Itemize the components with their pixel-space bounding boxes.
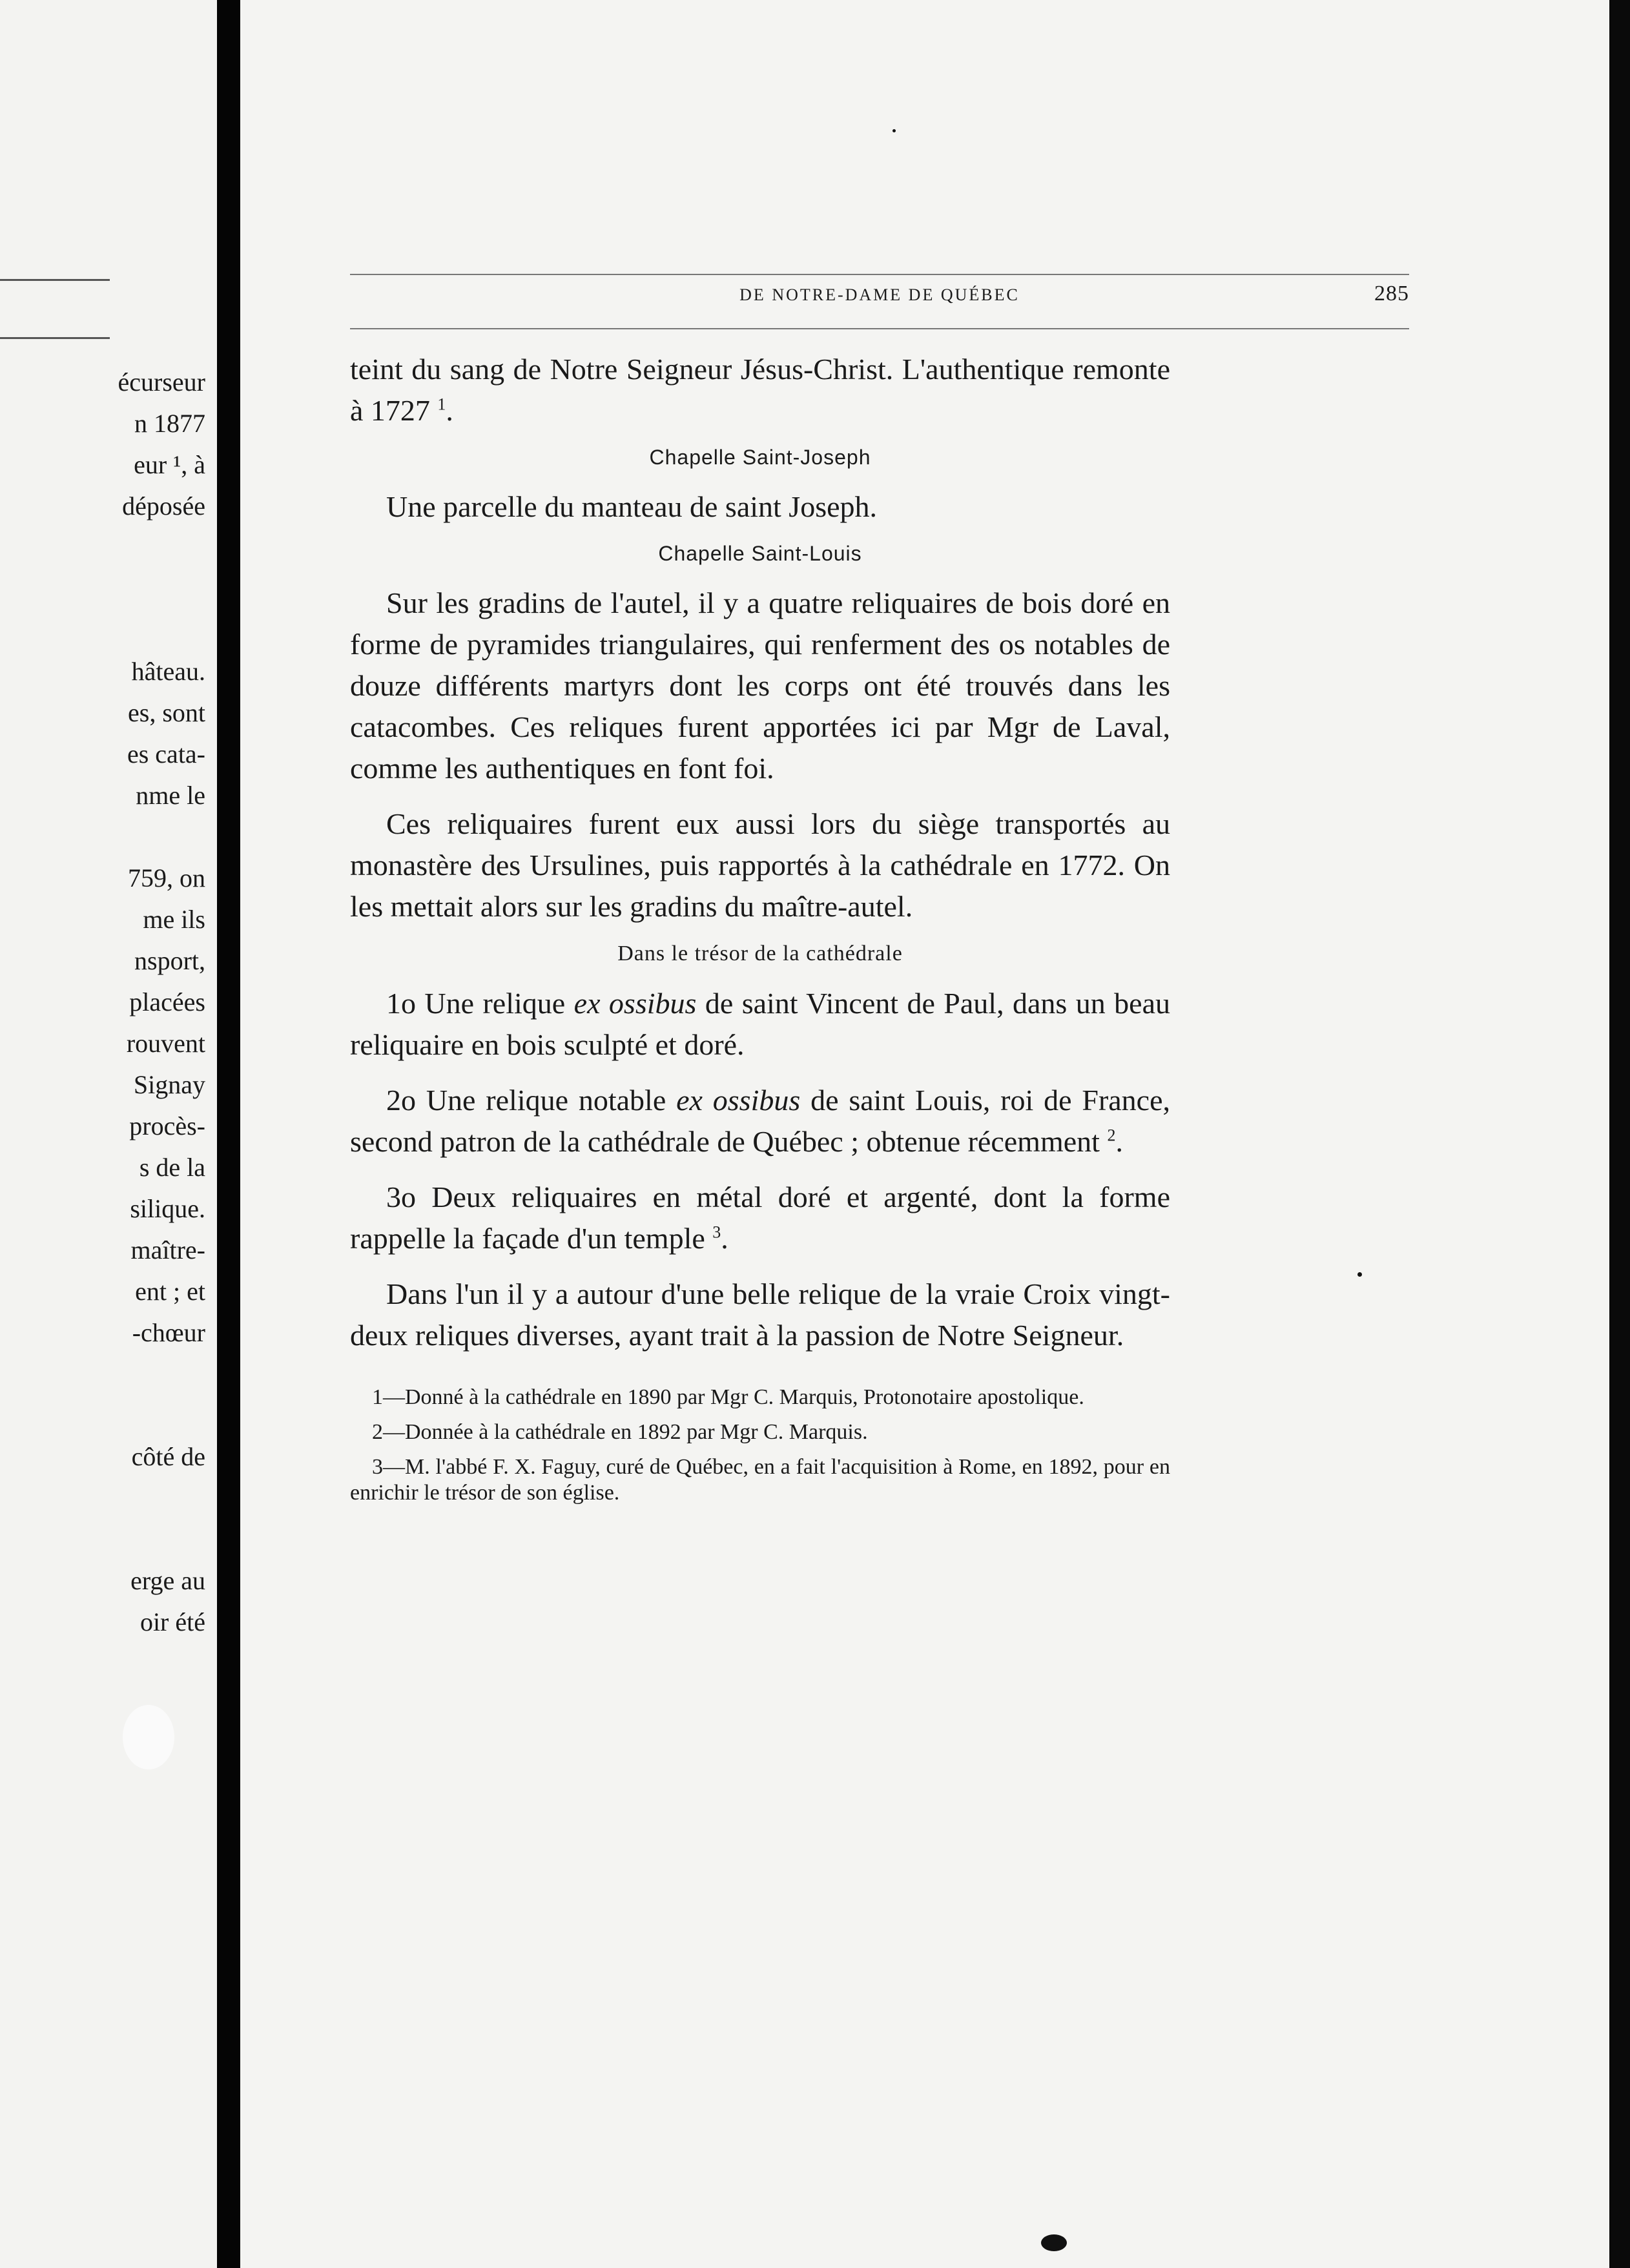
left-line: silique. bbox=[130, 1194, 205, 1223]
paragraph-end: . bbox=[721, 1222, 728, 1255]
left-line: nme le bbox=[136, 781, 205, 810]
left-line: oir été bbox=[139, 1607, 205, 1636]
paragraph-text: 2o Une relique notable bbox=[386, 1084, 666, 1117]
latin-phrase: ex ossibus bbox=[676, 1084, 801, 1117]
footnote: 1—Donné à la cathédrale en 1890 par Mgr C. Marquis, Protonotaire apostolique. bbox=[372, 1385, 1084, 1409]
left-line: côté de bbox=[131, 1442, 205, 1471]
footnote-ref: 3 bbox=[712, 1222, 721, 1242]
running-head bbox=[350, 282, 1409, 311]
paragraph bbox=[350, 1080, 1170, 1162]
ink-speck bbox=[892, 129, 896, 132]
ink-speck bbox=[1041, 2234, 1067, 2251]
left-page-rule bbox=[0, 279, 110, 281]
left-line bbox=[0, 610, 205, 651]
left-line: eur ¹, à bbox=[134, 450, 205, 479]
left-line: -chœur bbox=[132, 1318, 205, 1347]
page-number: 285 bbox=[1374, 282, 1409, 305]
left-line bbox=[0, 816, 205, 858]
paragraph bbox=[350, 349, 1170, 431]
paragraph-text: de saint Vincent de Paul, dans un beau reliquaire en bois sculpté et doré. bbox=[350, 987, 1171, 1061]
left-line bbox=[0, 1395, 205, 1436]
footnote: 3—M. l'abbé F. X. Faguy, curé de Québec, en a fait l'acquisition à Rome, en 1892, pour en enrichir le trésor de son église. bbox=[350, 1455, 1170, 1505]
left-line: me ils bbox=[143, 905, 205, 934]
left-line: erge au bbox=[130, 1566, 205, 1595]
previous-page-fragment bbox=[0, 0, 217, 2268]
running-title: DE NOTRE-DAME DE QUÉBEC bbox=[739, 285, 1020, 304]
footnote-ref: 2 bbox=[1107, 1126, 1116, 1145]
footnote: 2—Donnée à la cathédrale en 1892 par Mgr C. Marquis. bbox=[372, 1420, 868, 1444]
header-rule-bottom bbox=[350, 328, 1409, 329]
left-line bbox=[0, 527, 205, 568]
paragraph: Ces reliquaires furent eux aussi lors du siège transportés au monastère des Ursulines, puis rapportés à la cathédrale en 1772. On les mettait alors sur les gradins du maître-autel. bbox=[350, 807, 1170, 923]
left-page-rule bbox=[0, 337, 110, 339]
paper-blot bbox=[123, 1705, 174, 1769]
left-line: hâteau. bbox=[131, 657, 205, 686]
paragraph bbox=[350, 1177, 1170, 1259]
paragraph-end: . bbox=[446, 394, 453, 427]
left-line: procès- bbox=[129, 1111, 205, 1140]
book-gutter bbox=[217, 0, 240, 2268]
left-page-text bbox=[0, 362, 205, 1643]
left-line: déposée bbox=[122, 491, 205, 521]
paragraph-end: . bbox=[1115, 1125, 1123, 1158]
left-line: es, sont bbox=[128, 698, 205, 727]
latin-phrase: ex ossibus bbox=[573, 987, 697, 1020]
paragraph bbox=[350, 983, 1170, 1066]
paragraph-text: 1o Une relique bbox=[386, 987, 566, 1020]
left-line: Signay bbox=[133, 1070, 205, 1099]
left-line: ent ; et bbox=[135, 1277, 205, 1306]
book-page bbox=[240, 0, 1609, 2268]
paragraph-text: 3o Deux reliquaires en métal doré et argenté, dont la forme rappelle la façade d'un temple bbox=[350, 1180, 1170, 1255]
left-line: n 1877 bbox=[134, 409, 205, 438]
left-line: rouvent bbox=[126, 1029, 205, 1058]
header-rule-top bbox=[350, 274, 1409, 275]
paragraph-text: teint du sang de Notre Seigneur Jésus-Christ. L'authentique remonte à 1727 bbox=[350, 353, 1170, 427]
left-line: es cata- bbox=[127, 739, 205, 768]
paragraph-text: de saint Louis, roi de France, second patron de la cathédrale de Québec ; obtenue récemment bbox=[350, 1084, 1171, 1158]
left-line: 759, on bbox=[128, 863, 205, 892]
paragraph: Sur les gradins de l'autel, il y a quatre reliquaires de bois doré en forme de pyramides triangulaires, qui renferment des os notables de douze différents martyrs dont les corps ont été trouvés dans les catacombes. Ces reliques furent apportées ici par Mgr de Laval, comme les authentiques en font foi. bbox=[350, 586, 1170, 785]
left-line bbox=[0, 568, 205, 610]
footnote-ref: 1 bbox=[437, 395, 446, 414]
footnotes bbox=[350, 1385, 1170, 1506]
left-line bbox=[0, 1519, 205, 1560]
page-body bbox=[350, 349, 1170, 1515]
left-line: maître- bbox=[130, 1235, 205, 1264]
left-line: placées bbox=[129, 987, 205, 1016]
left-line bbox=[0, 1478, 205, 1519]
section-heading: Chapelle Saint-Louis bbox=[658, 542, 862, 565]
left-line bbox=[0, 1354, 205, 1395]
left-line: nsport, bbox=[134, 946, 205, 975]
left-line: écurseur bbox=[118, 367, 205, 397]
section-heading: Chapelle Saint-Joseph bbox=[649, 446, 871, 469]
paragraph: Dans l'un il y a autour d'une belle relique de la vraie Croix vingt-deux reliques diverses, ayant trait à la passion de Notre Seigneur. bbox=[350, 1277, 1170, 1352]
page-edge bbox=[1609, 0, 1630, 2268]
left-line: s de la bbox=[139, 1153, 205, 1182]
ink-speck bbox=[1357, 1272, 1362, 1277]
paragraph: Une parcelle du manteau de saint Joseph. bbox=[386, 490, 878, 523]
section-heading: Dans le trésor de la cathédrale bbox=[617, 942, 903, 965]
